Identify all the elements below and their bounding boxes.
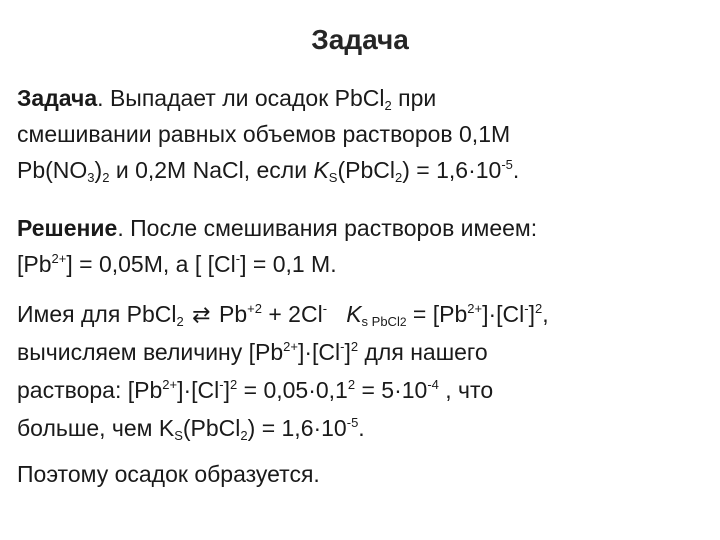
solution-line-2: $[Pb^{2+}] = 0,05М$, а [ [Cl-] = 0,1 М. <box>17 251 337 277</box>
equilibrium-arrow-icon: ⇄ <box>192 302 211 327</box>
solution-line-4: вычисляем величину $[Pb^{2+}]\cdot[Cl^-]^2$ для нашего <box>17 339 488 365</box>
solution-line-1: Решение. После смешивания растворов имеем: <box>17 215 538 241</box>
solution-line-6: больше, чем $K_S(PbCl_2) = 1,6\cdot 10^{-5}$. <box>17 415 365 443</box>
problem-line-2: смешивании равных объемов растворов 0,1М <box>17 121 511 147</box>
solution-line-3: Имея для PbCl$_2$ ⇄ $Pb^{+2} + 2Cl^-$ $K_{s PbCl2} = [Pb^{2+}]\cdot[Cl^-]^2$, <box>17 301 549 329</box>
solution-line-5: раствора: $[Pb^{2+}]\cdot[Cl^-]^2 = 0,05\cdot 0,1^2 = 5\cdot 10^{-4}$ , что <box>17 377 494 403</box>
problem-line-3: $Pb(NO_3)_2$ и 0,2М NaCl, если $K_S(PbCl_2) = 1,6\cdot 10^{-5}$. <box>17 157 520 185</box>
solution-label: Решение <box>17 215 118 241</box>
conclusion-line: Поэтому осадок образуется. <box>17 461 320 487</box>
problem-label: Задача <box>17 85 98 111</box>
problem-line-1: Задача. Выпадает ли осадок PbCl$_2$ при <box>17 85 437 113</box>
slide-title: Задача <box>311 24 409 55</box>
